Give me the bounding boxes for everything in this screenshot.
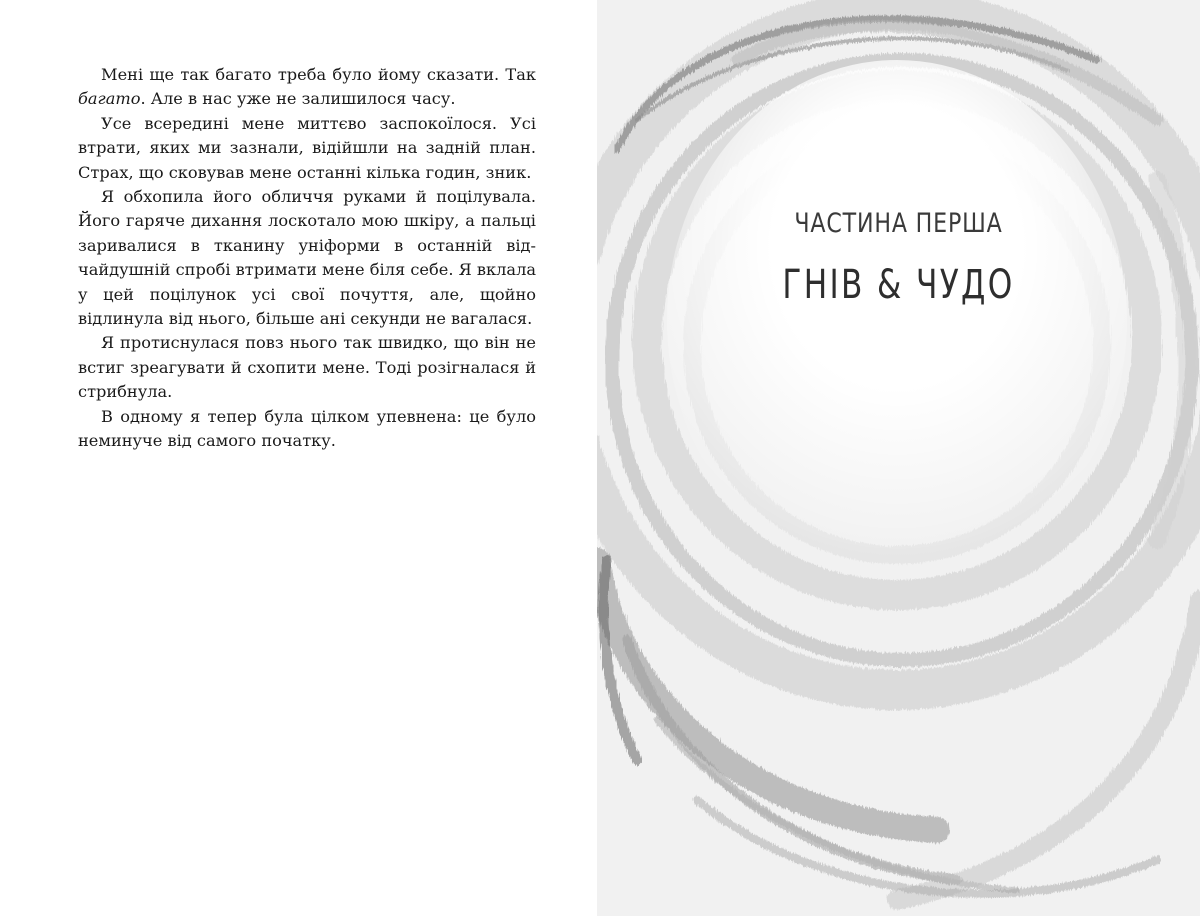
part-title: ГНІВ & ЧУДО bbox=[782, 262, 1015, 308]
paragraph: Я обхопила його обличчя руками й поцілувала. Його гаряче дихання лоскотало мою шкіру, а пальці заривалися в тканину уніформи в останній відчайдушній спробі втримати мене біля себе. Я вклала у цей поцілунок усі свої почуття, але, щойно відлинула від нього, більше ані секунди не вагалася. bbox=[78, 187, 536, 329]
body-text bbox=[78, 63, 536, 454]
paragraph: Я протиснулася повз нього так швидко, що він не встиг зреагувати й схопити мене. Тоді розігналася й стрибнула. bbox=[78, 333, 536, 402]
left-page bbox=[0, 0, 597, 916]
paragraph: Мені ще так багато треба було йому сказати. Так багато. Але в нас уже не залишилося часу. bbox=[78, 65, 536, 109]
brush-swirl-illustration bbox=[597, 0, 1200, 916]
right-page bbox=[597, 0, 1200, 916]
paragraph: В одному я тепер була цілком упевнена: це було неминуче від самого початку. bbox=[78, 406, 536, 451]
part-label: ЧАСТИНА ПЕРША bbox=[794, 208, 1003, 239]
paragraph: Усе всередині мене миттєво заспокоїлося. Усі втрати, яких ми зазнали, відійшли на задній план. Страх, що сковував мене останні кілька годин, зник. bbox=[78, 113, 536, 182]
